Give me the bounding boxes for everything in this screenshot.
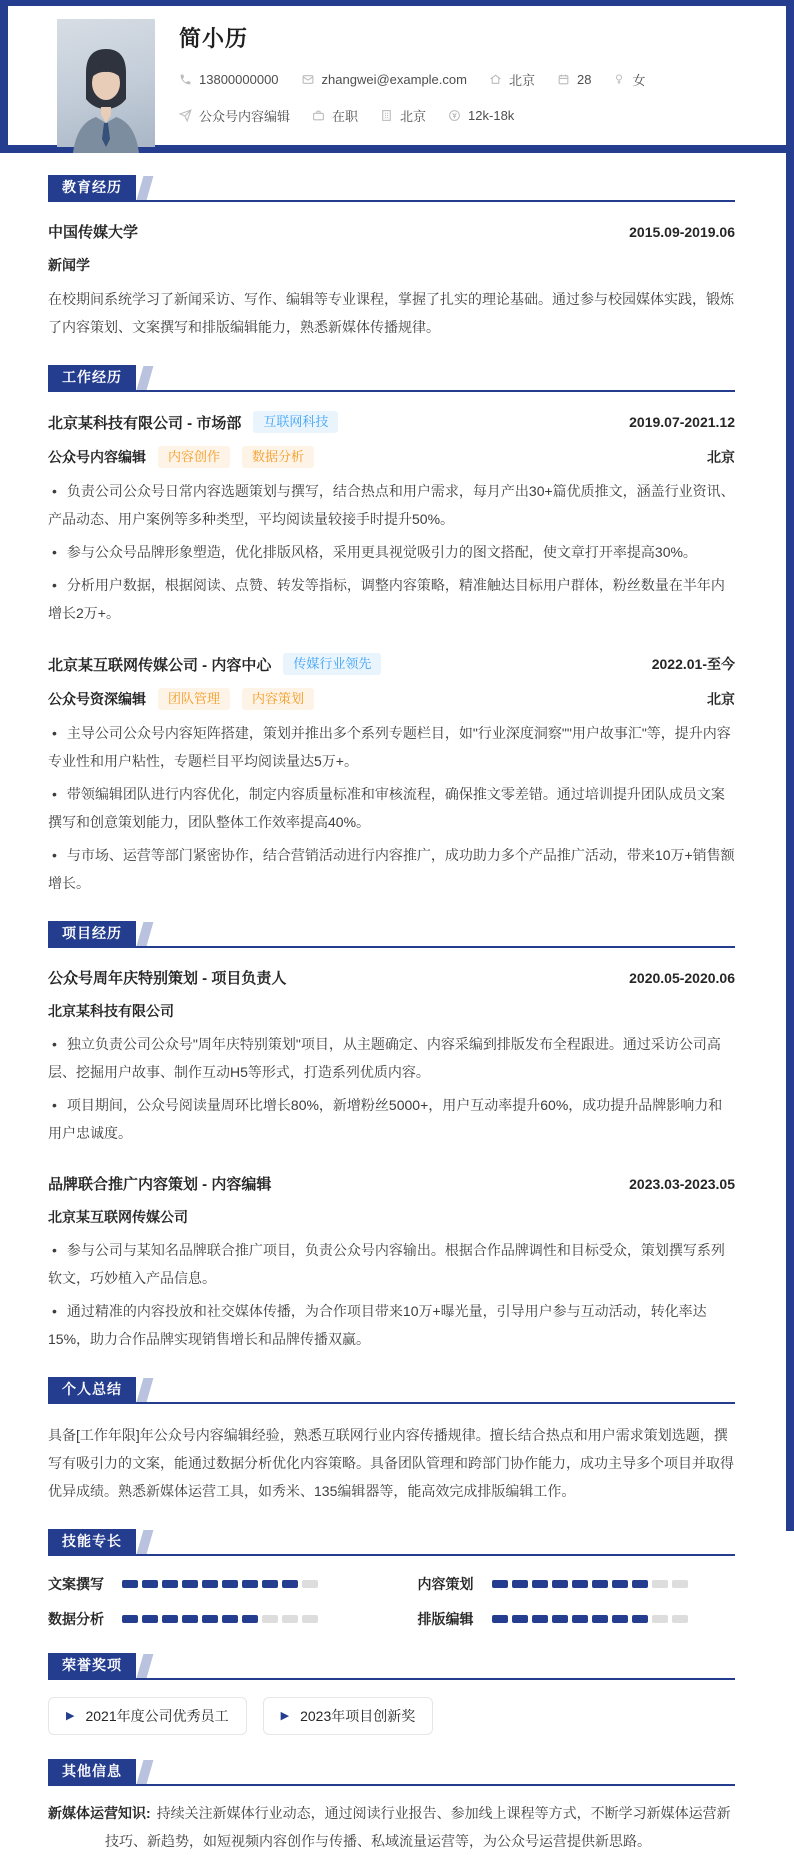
skill-bar — [122, 1615, 318, 1623]
honor-badge — [48, 1697, 247, 1735]
section-projects — [48, 921, 735, 1353]
skill-segment — [282, 1580, 298, 1588]
job-tag: 数据分析 — [242, 446, 314, 468]
skill-label: 内容策划 — [417, 1576, 474, 1592]
bullet-item: • 独立负责公司公众号"周年庆特别策划"项目，从主题确定、内容采编到排版发布全程跟进。通过采访公司高层、挖掘用户故事、制作互动H5等形式，打造系列优质内容。 — [48, 1030, 735, 1086]
section-badge: 教育经历 — [48, 175, 136, 200]
candidate-name: 简小历 — [179, 26, 249, 51]
project-entry — [48, 1173, 735, 1353]
skill-segment — [572, 1580, 588, 1588]
skill-bar — [492, 1580, 688, 1588]
right-accent-strip — [786, 0, 794, 1531]
section-badge: 个人总结 — [48, 1377, 136, 1402]
job-title: 公众号内容编辑 — [48, 449, 146, 465]
skill-segment — [652, 1580, 668, 1588]
gender-icon — [613, 73, 625, 86]
contact-city — [380, 106, 426, 125]
bullet-item: • 分析用户数据，根据阅读、点赞、转发等指标，调整内容策略，精准触达目标用户群体，粉丝数量在半年内增长2万+。 — [48, 571, 735, 627]
school-name: 中国传媒大学 — [48, 224, 139, 241]
skill-segment — [652, 1615, 668, 1623]
bullet-item: • 负责公司公众号日常内容选题策划与撰写，结合热点和用户需求，每月产出30+篇优质推文，涵盖行业资讯、产品动态、用户案例等多种类型，平均阅读量较接手时提升50%。 — [48, 477, 735, 533]
skill-segment — [122, 1615, 138, 1623]
skill-bar — [122, 1580, 318, 1588]
project-period: 2023.03-2023.05 — [629, 1175, 735, 1192]
skill-segment — [672, 1615, 688, 1623]
project-company: 北京某科技有限公司 — [48, 1003, 174, 1019]
bullet-item: • 通过精准的内容投放和社交媒体传播，为合作项目带来10万+曝光量，引导用户参与互动活动，转化率达15%，助力合作品牌实现销售增长和品牌传播双赢。 — [48, 1297, 735, 1353]
project-period: 2020.05-2020.06 — [629, 969, 735, 986]
honor-badge — [263, 1697, 434, 1735]
resume-header — [0, 0, 794, 145]
skill-segment — [532, 1580, 548, 1588]
salary-icon — [448, 109, 461, 122]
skill-segment — [242, 1615, 258, 1623]
work-period: 2019.07-2021.12 — [629, 414, 735, 430]
skill-segment — [552, 1580, 568, 1588]
contact-phone — [179, 72, 279, 87]
job-tag: 内容创作 — [158, 446, 230, 468]
skill-segment — [222, 1580, 238, 1588]
honor-label: 2021年度公司优秀员工 — [85, 1708, 229, 1724]
skill-label: 数据分析 — [48, 1611, 104, 1627]
project-bullets — [48, 1236, 735, 1353]
summary-text: 具备[工作年限]年公众号内容编辑经验，熟悉互联网行业内容传播规律。擅长结合热点和用户需求策划选题，撰写有吸引力的文案，能通过数据分析优化内容策略。具备团队管理和跨部门协作能力，成功主导多个项目并取得优异成绩。熟悉新媒体运营工具，如秀米、135编辑器等，能高效完成排版编辑工作。 — [48, 1427, 734, 1499]
skill-segment — [632, 1615, 648, 1623]
position-icon — [179, 109, 192, 122]
project-entry — [48, 967, 735, 1147]
skill-segment — [162, 1580, 178, 1588]
job-location: 北京 — [707, 691, 735, 707]
bullet-item: • 带领编辑团队进行内容优化，制定内容质量标准和审核流程，确保推文零差错。通过培训提升团队成员文案撰写和创意策划能力，团队整体工作效率提高40%。 — [48, 780, 735, 836]
work-period: 2022.01-至今 — [651, 656, 735, 672]
section-work — [48, 365, 735, 897]
salary-value: 12k-18k — [468, 108, 515, 123]
skill-segment — [672, 1580, 688, 1588]
project-bullets — [48, 1030, 735, 1147]
contact-row-1 — [179, 70, 645, 89]
contact-row-2 — [179, 106, 645, 125]
honors-list — [48, 1697, 735, 1735]
job-location: 北京 — [707, 449, 735, 465]
contact-status — [312, 106, 358, 125]
triangle-icon: ▶ — [66, 1709, 75, 1722]
company-name: 北京某科技有限公司 - 市场部 — [48, 414, 242, 432]
skill-segment — [612, 1615, 628, 1623]
skill-segment — [262, 1615, 278, 1623]
skill-segment — [242, 1580, 258, 1588]
skill-segment — [162, 1615, 178, 1623]
skills-grid — [48, 1574, 735, 1629]
bullet-item: • 主导公司公众号内容矩阵搭建，策划并推出多个系列专题栏目，如"行业深度洞察""用户故事汇"等，提升内容专业性和用户粘性，专题栏目平均阅读量达5万+。 — [48, 719, 735, 775]
skill-segment — [592, 1615, 608, 1623]
skill-segment — [202, 1580, 218, 1588]
work-bullets — [48, 719, 735, 897]
contact-email — [301, 72, 467, 87]
job-title: 公众号资深编辑 — [48, 691, 146, 707]
section-header-summary — [48, 1377, 735, 1404]
project-title: 公众号周年庆特别策划 - 项目负责人 — [48, 970, 287, 987]
skill-label: 排版编辑 — [417, 1611, 474, 1627]
position-value: 公众号内容编辑 — [199, 109, 291, 124]
project-title: 品牌联合推广内容策划 - 内容编辑 — [48, 1176, 272, 1193]
skill-row — [48, 1574, 366, 1594]
bullet-item: • 项目期间，公众号阅读量周环比增长80%，新增粉丝5000+，用户互动率提升60%，成功提升品牌影响力和用户忠诚度。 — [48, 1091, 735, 1147]
section-badge: 工作经历 — [48, 365, 136, 390]
skill-label: 文案撰写 — [48, 1576, 104, 1592]
city-value: 北京 — [400, 109, 427, 124]
age-icon — [557, 73, 570, 86]
contact-position — [179, 106, 290, 125]
skill-segment — [532, 1615, 548, 1623]
section-header-education — [48, 175, 735, 202]
skill-segment — [222, 1615, 238, 1623]
company-name: 北京某互联网传媒公司 - 内容中心 — [48, 656, 272, 674]
job-tag: 内容策划 — [242, 688, 314, 710]
gender-value: 女 — [632, 73, 646, 88]
city-icon — [380, 109, 393, 122]
skill-segment — [302, 1580, 318, 1588]
skill-segment — [592, 1580, 608, 1588]
contact-age — [557, 72, 591, 87]
profile-photo — [57, 19, 155, 147]
avatar-silhouette — [63, 43, 149, 153]
job-tag: 团队管理 — [158, 688, 230, 710]
section-education — [48, 175, 735, 341]
email-icon — [301, 73, 315, 86]
section-header-skills — [48, 1529, 735, 1556]
section-badge: 技能专长 — [48, 1529, 136, 1554]
status-icon — [312, 109, 325, 122]
company-tag: 传媒行业领先 — [283, 653, 381, 675]
section-header-other — [48, 1759, 735, 1786]
section-other — [48, 1759, 735, 1855]
skill-segment — [632, 1580, 648, 1588]
skill-segment — [122, 1580, 138, 1588]
location-icon — [489, 73, 502, 86]
section-badge: 其他信息 — [48, 1759, 136, 1784]
skill-segment — [262, 1580, 278, 1588]
skill-row — [418, 1574, 736, 1594]
section-header-work — [48, 365, 735, 392]
skill-row — [418, 1609, 736, 1629]
age-value: 28 — [576, 72, 592, 87]
skill-segment — [202, 1615, 218, 1623]
skill-segment — [492, 1580, 508, 1588]
section-header-honors — [48, 1653, 735, 1680]
section-summary — [48, 1377, 735, 1505]
contact-gender — [613, 70, 645, 89]
work-entry — [48, 411, 735, 627]
project-company: 北京某互联网传媒公司 — [48, 1209, 188, 1225]
contact-salary — [448, 108, 514, 123]
education-period: 2015.09-2019.06 — [629, 223, 735, 240]
skill-segment — [572, 1615, 588, 1623]
other-info-text: 持续关注新媒体行业动态，通过阅读行业报告、参加线上课程等方式，不断学习新媒体运营新技巧、新趋势，如短视频内容创作与传播、私域流量运营等，为公众号运营提供新思路。 — [105, 1805, 731, 1849]
header-info — [179, 6, 645, 145]
skill-segment — [182, 1615, 198, 1623]
skill-segment — [612, 1580, 628, 1588]
section-badge: 荣誉奖项 — [48, 1653, 136, 1678]
email-value: zhangwei@example.com — [321, 72, 467, 87]
skill-segment — [142, 1580, 158, 1588]
status-value: 在职 — [332, 109, 359, 124]
phone-icon — [179, 73, 192, 86]
triangle-icon: ▶ — [280, 1709, 290, 1722]
bullet-item: • 与市场、运营等部门紧密协作，结合营销活动进行内容推广，成功助力多个产品推广活动，带来10万+销售额增长。 — [48, 841, 735, 897]
section-honors — [48, 1653, 735, 1735]
skill-segment — [182, 1580, 198, 1588]
contact-location — [489, 70, 535, 89]
section-header-projects — [48, 921, 735, 948]
major: 新闻学 — [48, 257, 90, 273]
skill-segment — [142, 1615, 158, 1623]
skill-bar — [492, 1615, 688, 1623]
other-info-label: 新媒体运营知识: — [48, 1805, 151, 1821]
work-entry — [48, 653, 735, 897]
phone-value: 13800000000 — [199, 72, 279, 87]
honor-label: 2023年项目创新奖 — [300, 1708, 416, 1724]
skill-segment — [552, 1615, 568, 1623]
skill-segment — [492, 1615, 508, 1623]
location-value: 北京 — [508, 73, 535, 88]
other-info — [48, 1799, 735, 1855]
resume-body — [0, 175, 794, 1855]
education-entry — [48, 221, 735, 341]
skill-segment — [512, 1615, 528, 1623]
education-description: 在校期间系统学习了新闻采访、写作、编辑等专业课程，掌握了扎实的理论基础。通过参与校园媒体实践，锻炼了内容策划、文案撰写和排版编辑能力，熟悉新媒体传播规律。 — [48, 291, 734, 335]
skill-segment — [282, 1615, 298, 1623]
skill-segment — [512, 1580, 528, 1588]
work-bullets — [48, 477, 735, 627]
section-badge: 项目经历 — [48, 921, 136, 946]
bullet-item: • 参与公司与某知名品牌联合推广项目，负责公众号内容输出。根据合作品牌调性和目标受众，策划撰写系列软文，巧妙植入产品信息。 — [48, 1236, 735, 1292]
section-skills — [48, 1529, 735, 1629]
company-tag: 互联网科技 — [253, 411, 338, 433]
skill-row — [48, 1609, 366, 1629]
skill-segment — [302, 1615, 318, 1623]
bullet-item: • 参与公众号品牌形象塑造，优化排版风格，采用更具视觉吸引力的图文搭配，使文章打开率提高30%。 — [48, 538, 735, 566]
